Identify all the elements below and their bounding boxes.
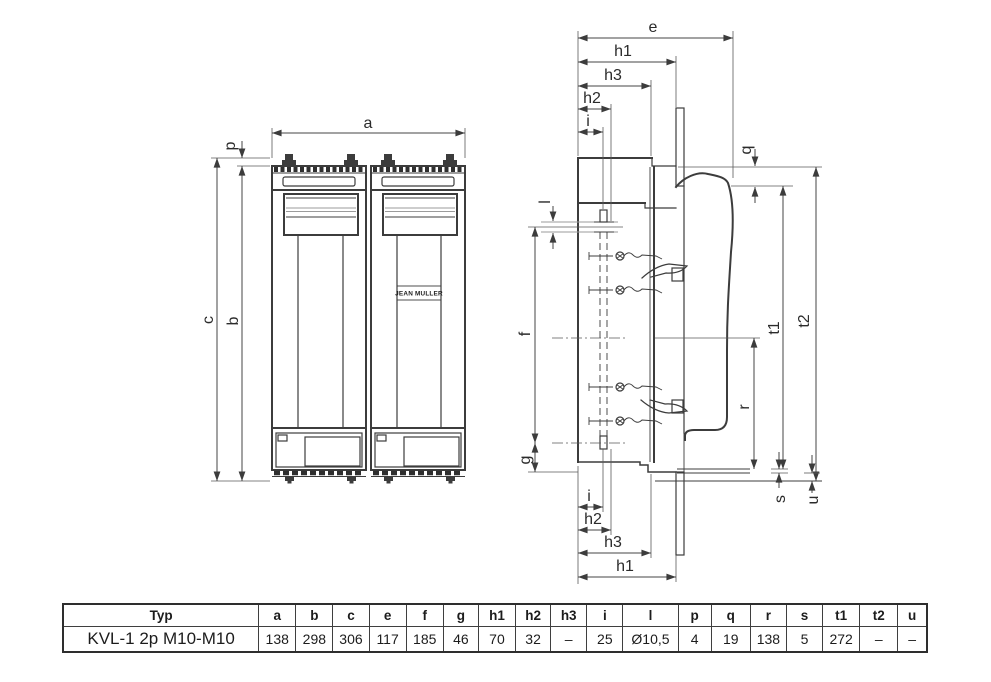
dim-label-f: f: [517, 331, 534, 337]
dim-label-e: e: [648, 19, 658, 36]
dim-value: 70: [478, 627, 515, 653]
col-header: s: [786, 604, 822, 627]
fuse-window-left: [284, 194, 358, 235]
mounting-panel-top: [676, 108, 684, 186]
dim-label-h3-bottom: h3: [604, 534, 622, 551]
front-view: [272, 154, 465, 484]
col-header: r: [750, 604, 786, 627]
dim-value: 25: [587, 627, 623, 653]
table-value-row: [63, 627, 927, 653]
col-header: u: [898, 604, 927, 627]
dim-label-i-top: i: [586, 113, 590, 130]
dim-value: 117: [369, 627, 406, 653]
col-header: g: [443, 604, 478, 627]
dim-label-p: p: [222, 141, 239, 151]
col-header: c: [333, 604, 369, 627]
bottom-terminals: [285, 477, 455, 484]
dim-value: Ø10,5: [623, 627, 678, 653]
col-header: h3: [551, 604, 587, 627]
bottom-panel-right: [375, 433, 461, 467]
dim-label-h1-bottom: h1: [616, 558, 634, 575]
dim-label-h1-top: h1: [614, 43, 632, 60]
mounting-panel-bottom: [676, 472, 684, 555]
col-header: t1: [823, 604, 860, 627]
dim-label-q: q: [738, 145, 755, 155]
col-header: q: [711, 604, 750, 627]
fuse-window-right: [383, 194, 457, 235]
col-header: f: [406, 604, 443, 627]
dim-label-i-bottom: i: [587, 488, 591, 505]
dim-label-l: l: [537, 200, 554, 204]
col-header: l: [623, 604, 678, 627]
dim-label-c: c: [200, 316, 217, 324]
dim-label-t2: t2: [796, 314, 813, 328]
dim-label-s: s: [772, 495, 789, 503]
top-terminals: [282, 154, 457, 165]
dim-label-b: b: [225, 316, 242, 326]
dim-value: 306: [333, 627, 369, 653]
dim-value: 138: [259, 627, 296, 653]
dim-label-r: r: [736, 404, 753, 410]
contact-clips: [589, 252, 687, 425]
dim-value: –: [860, 627, 898, 653]
table-header-row: [63, 604, 927, 627]
col-header: p: [678, 604, 711, 627]
dim-value: 5: [786, 627, 822, 653]
dim-value: 138: [750, 627, 786, 653]
col-header: e: [369, 604, 406, 627]
bottom-panel-left: [276, 433, 362, 467]
col-header: b: [296, 604, 333, 627]
col-header: h2: [516, 604, 551, 627]
dim-value: –: [551, 627, 587, 653]
dim-label-u: u: [805, 495, 822, 505]
dim-value: 4: [678, 627, 711, 653]
dimension-table: [62, 603, 928, 653]
dim-value: 185: [406, 627, 443, 653]
brand-label: JEAN MULLER: [395, 290, 443, 298]
dim-label-h2-bottom: h2: [584, 511, 602, 528]
dim-value: 32: [516, 627, 551, 653]
col-header: a: [259, 604, 296, 627]
dim-label-t1: t1: [766, 321, 783, 335]
dim-label-h3-top: h3: [604, 67, 622, 84]
dim-value: 298: [296, 627, 333, 653]
dim-label-a: a: [363, 115, 373, 132]
dim-value: 272: [823, 627, 860, 653]
dim-label-h2-top: h2: [583, 90, 601, 107]
dim-label-g: g: [517, 455, 534, 465]
col-header-typ: Typ: [63, 604, 259, 627]
col-header: t2: [860, 604, 898, 627]
dim-value: 19: [711, 627, 750, 653]
dim-value: –: [898, 627, 927, 653]
col-header: i: [587, 604, 623, 627]
side-view-dimensions: [517, 19, 822, 584]
col-header: h1: [478, 604, 515, 627]
type-value: KVL-1 2p M10-M10: [63, 627, 259, 653]
dim-value: 46: [443, 627, 478, 653]
